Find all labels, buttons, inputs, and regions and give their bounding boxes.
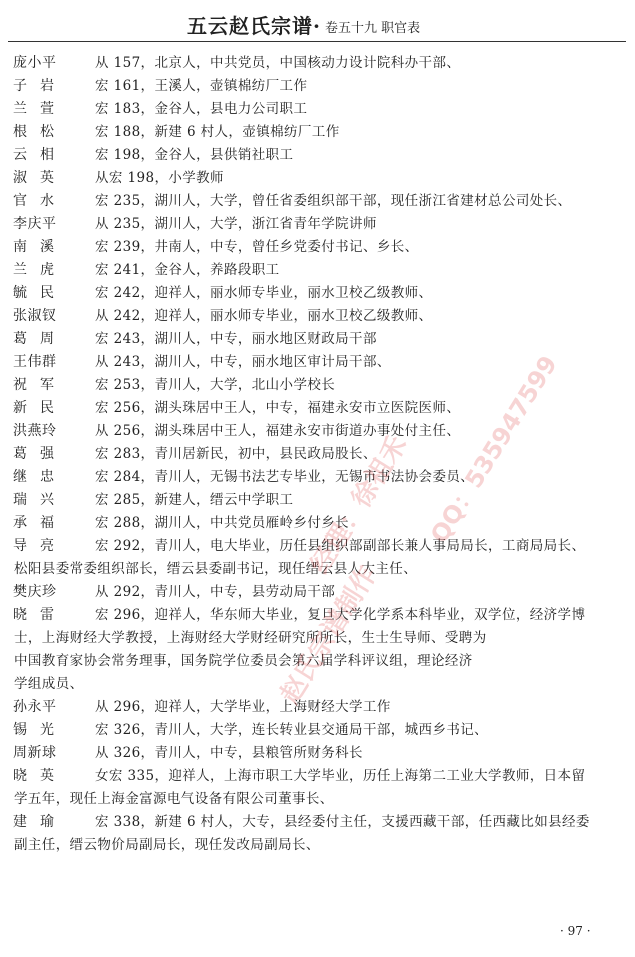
person-name: 瑞兴 bbox=[13, 492, 67, 508]
list-item bbox=[0, 604, 635, 696]
person-details bbox=[95, 167, 620, 190]
person-name: 云相 bbox=[13, 147, 67, 163]
person-name: 张淑钗 bbox=[13, 308, 57, 324]
person-name: 葛周 bbox=[13, 331, 67, 347]
detail-line: 士，上海财经大学教授，上海财经大学财经研究所所长，生士生导师、受聘为 bbox=[14, 630, 487, 646]
detail-line: 从 292，青川人，中专，县劳动局干部 bbox=[95, 584, 336, 600]
person-details bbox=[95, 190, 620, 213]
person-name: 官水 bbox=[13, 193, 67, 209]
detail-line: 宏 326，青川人，大学，连长转业县交通局干部，城西乡书记、 bbox=[95, 722, 489, 738]
detail-line: 从 256，湖头珠居中王人，福建永安市街道办事处付主任、 bbox=[95, 423, 461, 439]
list-item bbox=[0, 581, 635, 604]
detail-line: 从 243，湖川人，中专，丽水地区审计局干部、 bbox=[95, 354, 391, 370]
list-item bbox=[0, 167, 635, 190]
list-item bbox=[0, 719, 635, 742]
list-item bbox=[0, 466, 635, 489]
detail-line: 宏 235，湖川人，大学，曾任省委组织部干部，现任浙江省建材总公司处长、 bbox=[95, 193, 572, 209]
detail-line: 宏 253，青川人，大学，北山小学校长 bbox=[95, 377, 336, 393]
list-item bbox=[0, 420, 635, 443]
person-name: 导亮 bbox=[13, 538, 67, 554]
page-subtitle: 卷五十九 职官表 bbox=[325, 21, 421, 36]
person-name: 根松 bbox=[13, 124, 67, 140]
detail-line: 中国教育家协会常务理事，国务院学位委员会第六届学科评议组，理论经济 bbox=[14, 653, 473, 669]
detail-line: 宏 296，迎祥人，华东师大毕业，复旦大学化学系本科毕业，双学位，经济学博 bbox=[95, 607, 586, 623]
watermark-text: 赵氏宗谱制作 bbox=[275, 560, 384, 710]
detail-line: 女宏 335，迎祥人，上海市职工大学毕业，历任上海第二工业大学教师，日本留 bbox=[95, 768, 586, 784]
detail-line: 宏 161，王溪人，壶镇棉纺厂工作 bbox=[95, 78, 308, 94]
list-item bbox=[0, 397, 635, 420]
detail-line: 宏 292，青川人，电大毕业，历任县组织部副部长兼人事局局长，工商局局长、 bbox=[95, 538, 586, 554]
person-name: 毓民 bbox=[13, 285, 67, 301]
person-details bbox=[95, 98, 620, 121]
watermark-text: QQ：535947599 bbox=[425, 350, 563, 549]
person-details bbox=[95, 719, 620, 742]
detail-line: 宏 283，青川居新民，初中，县民政局股长、 bbox=[95, 446, 377, 462]
detail-line: 宏 183，金谷人，县电力公司职工 bbox=[95, 101, 308, 117]
person-details bbox=[95, 581, 620, 604]
detail-line: 从 157，北京人，中共党员，中国核动力设计院科办干部、 bbox=[95, 55, 461, 71]
person-details bbox=[95, 443, 620, 466]
person-name: 孙永平 bbox=[13, 699, 57, 715]
list-item bbox=[0, 259, 635, 282]
list-item bbox=[0, 305, 635, 328]
person-name: 葛强 bbox=[13, 446, 67, 462]
list-item bbox=[0, 512, 635, 535]
list-item bbox=[0, 121, 635, 144]
person-details bbox=[95, 259, 620, 282]
detail-line: 宏 188，新建 6 村人，壶镇棉纺厂工作 bbox=[95, 124, 340, 140]
detail-line: 宏 284，青川人，无锡书法艺专毕业，无锡市书法协会委员、 bbox=[95, 469, 475, 485]
person-details bbox=[95, 742, 620, 765]
list-item bbox=[0, 765, 635, 811]
detail-line: 学组成员、 bbox=[14, 676, 84, 692]
person-name: 洪燕玲 bbox=[13, 423, 57, 439]
detail-line: 宏 242，迎祥人，丽水师专毕业，丽水卫校乙级教师、 bbox=[95, 285, 433, 301]
person-name: 周新球 bbox=[13, 745, 57, 761]
detail-line: 宏 256，湖头珠居中王人，中专，福建永安市立医院医师、 bbox=[95, 400, 461, 416]
person-name: 庞小平 bbox=[13, 55, 57, 71]
person-details bbox=[95, 121, 620, 144]
detail-line: 宏 241，金谷人，养路段职工 bbox=[95, 262, 280, 278]
person-details bbox=[95, 305, 620, 328]
person-details bbox=[95, 489, 620, 512]
person-details bbox=[95, 144, 620, 167]
person-details bbox=[95, 75, 620, 98]
list-item bbox=[0, 328, 635, 351]
person-name: 南溪 bbox=[13, 239, 67, 255]
page-header bbox=[0, 0, 635, 44]
list-item bbox=[0, 374, 635, 397]
list-item bbox=[0, 696, 635, 719]
person-details bbox=[95, 466, 620, 489]
list-item bbox=[0, 213, 635, 236]
person-name: 继忠 bbox=[13, 469, 67, 485]
person-name: 承福 bbox=[13, 515, 67, 531]
person-details bbox=[95, 213, 620, 236]
person-details bbox=[95, 328, 620, 351]
person-details bbox=[95, 374, 620, 397]
list-item bbox=[0, 351, 635, 374]
detail-line: 宏 288，湖川人，中共党员雁岭乡付乡长 bbox=[95, 515, 350, 531]
detail-line: 宏 285，新建人，缙云中学职工 bbox=[95, 492, 294, 508]
person-name: 王伟群 bbox=[13, 354, 57, 370]
page-number: · 97 · bbox=[560, 924, 591, 938]
detail-line: 宏 338，新建 6 村人，大专，县经委付主任，支援西藏干部，任西藏比如县经委 bbox=[95, 814, 590, 830]
person-details bbox=[95, 351, 620, 374]
detail-line: 宏 239，井南人，中专，曾任乡党委付书记、乡长、 bbox=[95, 239, 419, 255]
person-name: 新民 bbox=[13, 400, 67, 416]
person-name: 晓英 bbox=[13, 768, 67, 784]
list-item bbox=[0, 236, 635, 259]
detail-line: 从 326，青川人，中专，县粮管所财务科长 bbox=[95, 745, 363, 761]
page-title: 五云赵氏宗谱· bbox=[187, 14, 321, 38]
person-details bbox=[95, 282, 620, 305]
person-name: 锡光 bbox=[13, 722, 67, 738]
list-item bbox=[0, 535, 635, 581]
list-item bbox=[0, 190, 635, 213]
detail-line: 从 296，迎祥人，大学毕业，上海财经大学工作 bbox=[95, 699, 391, 715]
list-item bbox=[0, 811, 635, 857]
list-item bbox=[0, 282, 635, 305]
person-name: 淑英 bbox=[13, 170, 67, 186]
list-item bbox=[0, 52, 635, 75]
person-details bbox=[95, 420, 620, 443]
person-name: 兰虎 bbox=[13, 262, 67, 278]
list-item bbox=[0, 98, 635, 121]
person-name: 祝军 bbox=[13, 377, 67, 393]
list-item bbox=[0, 144, 635, 167]
person-name: 兰萱 bbox=[13, 101, 67, 117]
detail-line: 松阳县委常委组织部长，缙云县委副书记，现任缙云县人大主任、 bbox=[14, 561, 418, 577]
person-details bbox=[95, 696, 620, 719]
list-item bbox=[0, 742, 635, 765]
detail-line: 从宏 198，小学教师 bbox=[95, 170, 224, 186]
person-details bbox=[95, 397, 620, 420]
person-name: 晓雷 bbox=[13, 607, 67, 623]
detail-line: 从 242，迎祥人，丽水师专毕业，丽水卫校乙级教师、 bbox=[95, 308, 433, 324]
person-details bbox=[95, 512, 620, 535]
list-item bbox=[0, 489, 635, 512]
list-item bbox=[0, 75, 635, 98]
list-item bbox=[0, 443, 635, 466]
header-rule bbox=[8, 41, 626, 42]
detail-line: 从 235，湖川人，大学，浙江省青年学院讲师 bbox=[95, 216, 377, 232]
official-list bbox=[0, 52, 635, 857]
person-name: 樊庆珍 bbox=[13, 584, 57, 600]
detail-line: 宏 198，金谷人，县供销社职工 bbox=[95, 147, 294, 163]
person-details bbox=[95, 236, 620, 259]
person-name: 子岩 bbox=[13, 78, 67, 94]
detail-line: 宏 243，湖川人，中专，丽水地区财政局干部 bbox=[95, 331, 377, 347]
detail-line: 副主任，缙云物价局副局长，现任发改局副局长、 bbox=[14, 837, 320, 853]
watermark-text: 经理：徐祖禾 bbox=[305, 430, 414, 580]
person-details bbox=[95, 52, 620, 75]
person-name: 李庆平 bbox=[13, 216, 57, 232]
detail-line: 学五年，现任上海金富源电气设备有限公司董事长、 bbox=[14, 791, 334, 807]
person-name: 建瑜 bbox=[13, 814, 67, 830]
